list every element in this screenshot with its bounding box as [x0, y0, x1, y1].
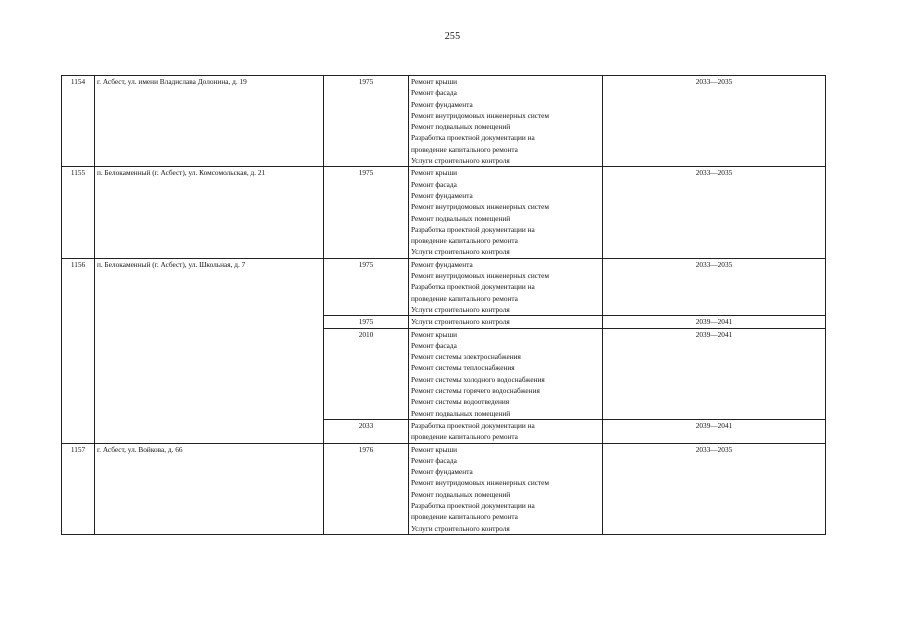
work-item: Ремонт внутридомовых инженерных систем — [411, 478, 550, 488]
work-item: Ремонт крыши — [411, 168, 458, 178]
work-item: Ремонт системы холодного водоснабжения — [411, 374, 545, 384]
works-list — [409, 76, 603, 167]
work-item: Ремонт системы горячего водоснабжения — [411, 386, 540, 396]
work-item: Ремонт фундамента — [411, 99, 473, 109]
work-item: Ремонт крыши — [411, 329, 458, 339]
repair-period: 2039—2041 — [603, 316, 826, 328]
work-item: проведение капитального ремонта — [411, 293, 518, 303]
work-item: проведение капитального ремонта — [411, 512, 518, 522]
entry-number: 1155 — [62, 167, 95, 258]
work-item: Ремонт фасада — [411, 179, 457, 189]
table-row — [62, 258, 826, 315]
work-item: Ремонт фасада — [411, 455, 457, 465]
works-list — [409, 167, 603, 258]
work-item: Услуги строительного контроля — [411, 304, 510, 314]
work-item: Ремонт внутридомовых инженерных систем — [411, 271, 550, 281]
work-item: Ремонт фасада — [411, 340, 457, 350]
works-list — [409, 258, 603, 315]
entry-number: 1157 — [62, 443, 95, 534]
works-list — [409, 316, 603, 328]
entry-address: п. Белокаменный (г. Асбест), ул. Комсомольская, д. 21 — [95, 167, 324, 258]
entry-address: п. Белокаменный (г. Асбест), ул. Школьная, д. 7 — [95, 258, 324, 443]
work-item: Ремонт подвальных помещений — [411, 408, 511, 418]
repair-period: 2039—2041 — [603, 328, 826, 419]
work-item: Услуги строительного контроля — [411, 156, 510, 166]
work-item: Ремонт системы водоотведения — [411, 397, 510, 407]
work-item: Ремонт подвальных помещений — [411, 213, 511, 223]
build-year: 1976 — [324, 443, 409, 534]
repair-period: 2033—2035 — [603, 167, 826, 258]
work-item: Ремонт внутридомовых инженерных систем — [411, 110, 550, 120]
repair-period: 2033—2035 — [603, 76, 826, 167]
work-item: Ремонт внутридомовых инженерных систем — [411, 202, 550, 212]
work-item: Услуги строительного контроля — [411, 523, 510, 533]
capital-repair-table — [61, 75, 826, 535]
table-row — [62, 167, 826, 258]
work-item: Ремонт подвальных помещений — [411, 122, 511, 132]
work-item: Ремонт фасада — [411, 88, 457, 98]
table-row — [62, 76, 826, 167]
work-item: Услуги строительного контроля — [411, 247, 510, 257]
repair-period: 2033—2035 — [603, 258, 826, 315]
entry-number: 1156 — [62, 258, 95, 443]
works-list — [409, 443, 603, 534]
work-item: проведение капитального ремонта — [411, 144, 518, 154]
work-item: Разработка проектной документации на — [411, 224, 535, 234]
entry-address: г. Асбест, ул. Войкова, д. 66 — [95, 443, 324, 534]
work-item: Ремонт крыши — [411, 444, 458, 454]
build-year: 2010 — [324, 328, 409, 419]
build-year: 1975 — [324, 258, 409, 315]
build-year: 1975 — [324, 76, 409, 167]
entry-address: г. Асбест, ул. имени Владислава Долонина, д. 19 — [95, 76, 324, 167]
build-year: 1975 — [324, 167, 409, 258]
work-item: Разработка проектной документации на — [411, 500, 535, 510]
work-item: Ремонт фундамента — [411, 190, 473, 200]
work-item: Разработка проектной документации на — [411, 420, 535, 430]
work-item: Услуги строительного контроля — [411, 317, 510, 327]
entry-number: 1154 — [62, 76, 95, 167]
repair-period: 2033—2035 — [603, 443, 826, 534]
page-number: 255 — [444, 31, 461, 42]
work-item: Ремонт фундамента — [411, 467, 473, 477]
work-item: Разработка проектной документации на — [411, 282, 535, 292]
work-item: Ремонт фундамента — [411, 259, 473, 269]
work-item: проведение капитального ремонта — [411, 236, 518, 246]
works-list — [409, 328, 603, 419]
build-year: 1975 — [324, 316, 409, 328]
work-item: Разработка проектной документации на — [411, 133, 535, 143]
work-item: Ремонт системы теплоснабжения — [411, 363, 515, 373]
work-item: Ремонт системы электроснабжения — [411, 352, 521, 362]
work-item: проведение капитального ремонта — [411, 432, 518, 442]
work-item: Ремонт подвальных помещений — [411, 489, 511, 499]
repair-period: 2039—2041 — [603, 419, 826, 443]
build-year: 2033 — [324, 419, 409, 443]
table-row — [62, 443, 826, 534]
work-item: Ремонт крыши — [411, 77, 458, 86]
works-list — [409, 419, 603, 443]
